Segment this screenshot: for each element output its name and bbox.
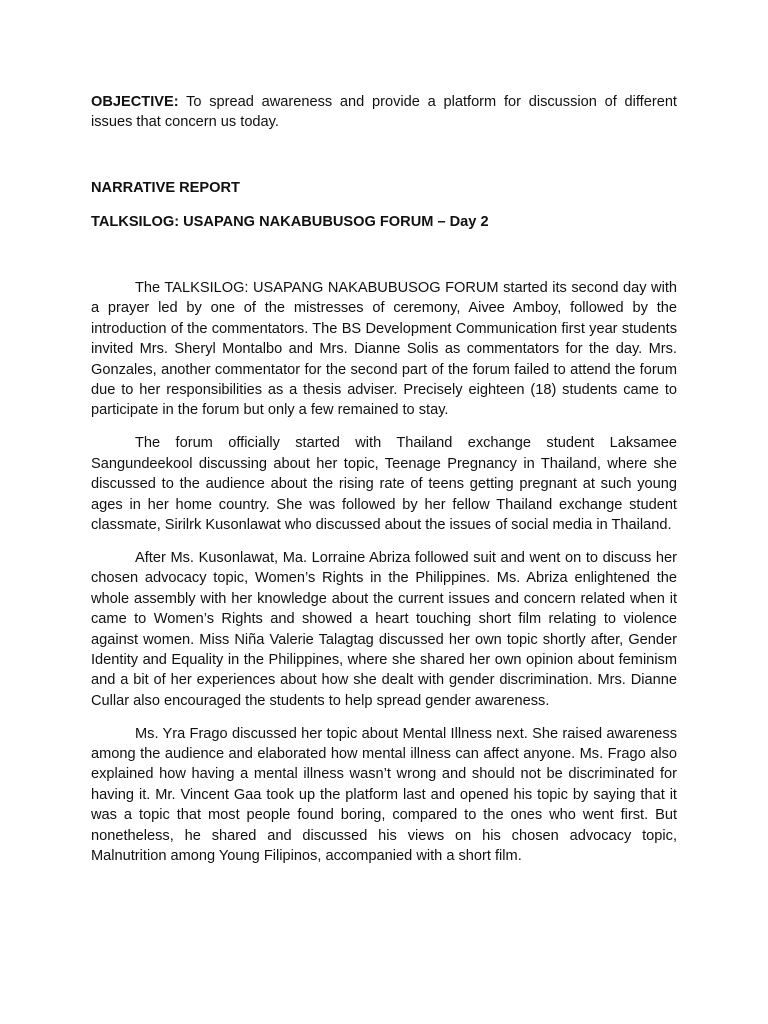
objective-text: To spread awareness and provide a platform for discussion of different issues that concern us today. — [91, 94, 677, 130]
objective-label: OBJECTIVE: — [91, 94, 179, 110]
paragraph-1: The TALKSILOG: USAPANG NAKABUBUSOG FORUM started its second day with a prayer led by one of the mistresses of ceremony, Aivee Amboy, followed by the introduction of the commentators. The BS Development Communication first year students invited Mrs. Sheryl Montalbo and Mrs. Dianne Solis as commentators for the day. Mrs. Gonzales, another commentator for the second part of the forum failed to attend the forum due to her responsibilities as a thesis adviser. Precisely eighteen (18) students came to participate in the forum but only a few remained to stay. — [91, 280, 677, 419]
narrative-report-heading: NARRATIVE REPORT — [91, 180, 240, 196]
paragraph-2: The forum officially started with Thailand exchange student Laksamee Sangundeekool discussing about her topic, Teenage Pregnancy in Thailand, where she discussed to the audience about the rising rate of teens getting pregnant at such young ages in her home country. She was followed by her fellow Thailand exchange student classmate, Sirilrk Kusonlawat who discussed about the issues of social media in Thailand. — [91, 435, 677, 533]
paragraph-4: Ms. Yra Frago discussed her topic about Mental Illness next. She raised awareness among the audience and elaborated how mental illness can affect anyone. Ms. Frago also explained how having a mental illness wasn’t wrong and should not be discriminated for having it. Mr. Vincent Gaa took up the platform last and opened his topic by saying that it was a topic that most people found boring, compared to the ones who went first. But nonetheless, he shared and discussed his views on his chosen advocacy topic, Malnutrition among Young Filipinos, accompanied with a short film. — [91, 725, 677, 865]
paragraph-3: After Ms. Kusonlawat, Ma. Lorraine Abriza followed suit and went on to discuss her chosen advocacy topic, Women’s Rights in the Philippines. Ms. Abriza enlightened the whole assembly with her knowledge about the current issues and concern related when it came to Women’s Rights and showed a heart touching short film relating to violence against women. Miss Niña Valerie Talagtag discussed her own topic shortly after, Gender Identity and Equality in the Philippines, where she shared her own opinion about feminism and a bit of her experiences about how she dealt with gender discrimination. Mrs. Dianne Cullar also encouraged the students to help spread gender awareness. — [91, 549, 677, 709]
report-body — [91, 278, 677, 866]
forum-title-heading: TALKSILOG: USAPANG NAKABUBUSOG FORUM – Day 2 — [91, 214, 489, 230]
objective-statement — [91, 92, 677, 132]
